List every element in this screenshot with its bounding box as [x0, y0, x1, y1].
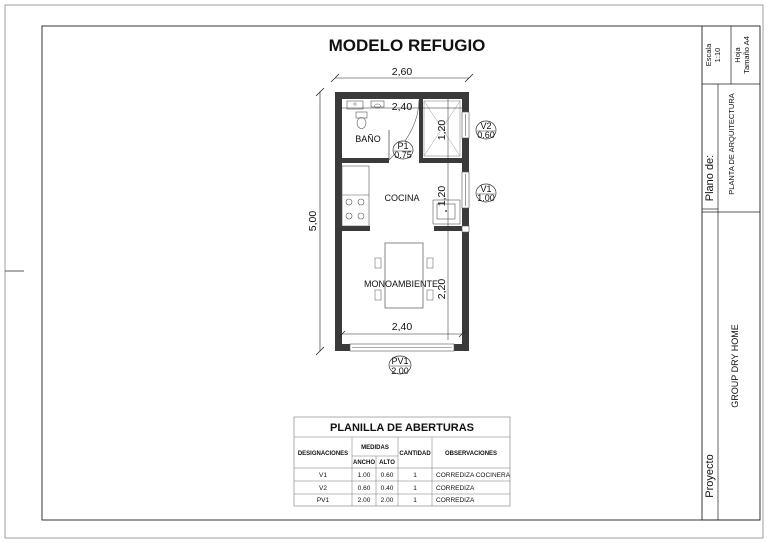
- th-designaciones: DESIGNACIONES: [297, 451, 349, 457]
- th-cantidad: CANTIDAD: [399, 451, 431, 457]
- dim-overall-length-label: 5,00: [307, 210, 319, 232]
- openings-table: [294, 417, 511, 506]
- partition-wall-bath: [342, 158, 389, 163]
- dim-overall-width-label: 2,60: [391, 66, 413, 78]
- toilet-icon: [356, 112, 367, 129]
- cell-alto: 0.40: [380, 485, 394, 492]
- bidet-icon: [371, 101, 384, 108]
- partition-wall-bath-b: [419, 99, 423, 163]
- cell-cant: 1: [413, 472, 417, 479]
- tag-v1-code: V1: [480, 184, 492, 194]
- tag-v2: [476, 121, 496, 140]
- tag-v2-code: V2: [480, 121, 492, 131]
- dim-kitchen-depth: [436, 163, 448, 228]
- title-block: [702, 26, 760, 520]
- cell-des: V2: [319, 485, 327, 492]
- dim-overall-length: [307, 88, 324, 355]
- outer-frame: [5, 5, 763, 538]
- table-row: [317, 497, 475, 504]
- plano-value: PLANTA DE ARQUITECTURA: [727, 93, 736, 195]
- cell-des: PV1: [316, 497, 330, 504]
- cell-obs: CORREDIZA COCINERA: [436, 472, 511, 479]
- tag-v1: [476, 184, 496, 203]
- escala-label: Escala: [704, 43, 713, 67]
- cell-cant: 1: [413, 497, 417, 504]
- th-observaciones: OBSERVACIONES: [444, 451, 498, 457]
- exterior-walls: [335, 92, 469, 351]
- dim-living-width-label: 2,40: [391, 321, 413, 333]
- th-ancho: ANCHO: [353, 460, 375, 466]
- tag-v2-size: 0.60: [477, 130, 495, 140]
- tag-p1: [393, 141, 413, 160]
- dim-bath-width: [342, 101, 462, 113]
- cell-des: V1: [319, 472, 327, 479]
- cell-ancho: 2.00: [357, 497, 371, 504]
- tag-pv1-size: 2.00: [391, 366, 409, 376]
- partition-wall-bath-c: [419, 158, 462, 163]
- dining-table-icon: [375, 243, 433, 308]
- th-alto: ALTO: [379, 460, 395, 466]
- proyecto-label: Proyecto: [704, 454, 716, 498]
- dim-living-depth-label: 2,20: [436, 278, 448, 300]
- dim-bath-width-label: 2,40: [391, 101, 413, 113]
- table-row: [319, 472, 511, 479]
- table-title: PLANILLA DE ABERTURAS: [329, 422, 475, 434]
- hoja-value: Tamaño A4: [742, 36, 751, 74]
- hoja-label: Hoja: [733, 47, 742, 63]
- room-label-bath: BAÑO: [355, 134, 381, 144]
- tag-pv1-code: PV1: [391, 356, 409, 366]
- table-row: [319, 485, 475, 492]
- proyecto-value: GROUP DRY HOME: [730, 324, 740, 408]
- tag-pv1: [389, 356, 411, 376]
- stove-icon: [342, 195, 369, 219]
- window-v1b: [462, 226, 469, 232]
- drawing-title: MODELO REFUGIO: [328, 36, 486, 55]
- th-medidas: MEDIDAS: [361, 445, 389, 451]
- partition-wall-living: [342, 226, 370, 231]
- tag-v1-size: 1.00: [477, 193, 495, 203]
- dim-bath-depth-label: 1,20: [436, 119, 448, 141]
- tag-p1-code: P1: [397, 141, 409, 151]
- cell-cant: 1: [413, 485, 417, 492]
- dim-kitchen-depth-label: 1,20: [436, 185, 448, 207]
- dim-living-depth: [436, 231, 448, 340]
- cell-alto: 2.00: [380, 497, 394, 504]
- escala-value: 1:10: [713, 47, 722, 63]
- cell-alto: 0.60: [380, 472, 394, 479]
- cell-obs: CORREDIZA: [436, 497, 475, 504]
- floor-plan: [307, 66, 496, 376]
- cell-ancho: 1.00: [357, 472, 371, 479]
- room-label-kitchen: COCINA: [384, 193, 420, 203]
- dim-living-width: [339, 321, 465, 337]
- cell-ancho: 0.60: [357, 485, 371, 492]
- room-label-living: MONOAMBIENTE: [363, 279, 439, 289]
- tag-p1-size: 0.75: [394, 150, 412, 160]
- dim-overall-width: [331, 66, 473, 82]
- plano-label: Plano de:: [704, 154, 716, 202]
- cell-obs: CORREDIZA: [436, 485, 475, 492]
